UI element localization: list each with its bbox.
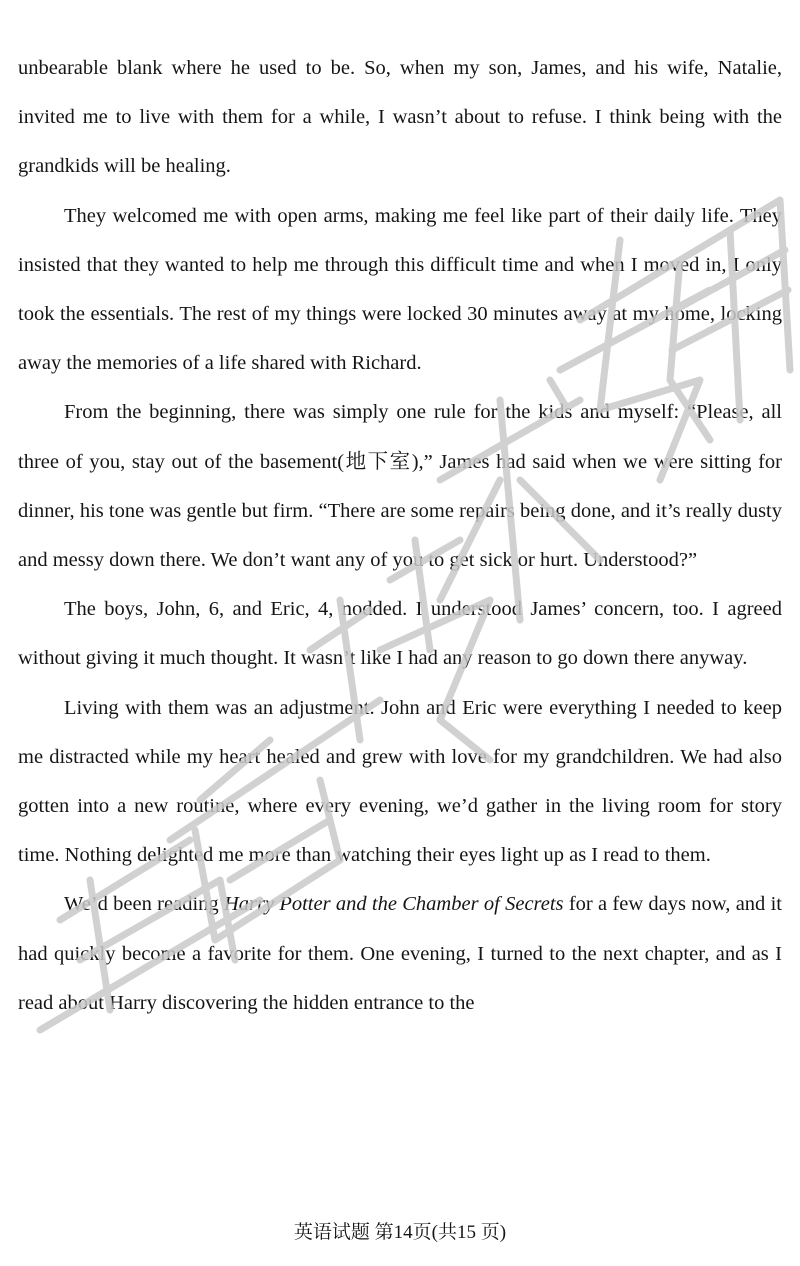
book-title: Harry Potter and the Chamber of Secrets [223, 893, 564, 916]
paragraph: They welcomed me with open arms, making me feel like part of their daily life. They insisted that they wanted to help me through this difficult time and when I moved in, I only took the essentials. The rest of my things were locked 30 minutes away at my home, locking away the memories of a life shared with Richard. [18, 204, 782, 375]
document-body [18, 44, 782, 1028]
paragraph: The boys, John, 6, and Eric, 4, nodded. I understood James’ concern, too. I agreed without giving it much thought. It wasn’t like I had any reason to go down there anyway. [18, 598, 782, 670]
text-run: We’d been reading [64, 893, 224, 916]
page-footer: 英语试题 第14页(共15 页) [293, 1222, 507, 1243]
paragraph: Living with them was an adjustment. John and Eric were everything I needed to keep me distracted while my heart healed and grew with love for my grandchildren. We had also gotten into a new routine, where every evening, we’d gather in the living room for story time. Nothing delighted me more than watching their eyes light up as I read to them. [18, 696, 782, 867]
paragraph-last [18, 880, 782, 1028]
paragraph: unbearable blank where he used to be. So, when my son, James, and his wife, Natalie, invited me to live with them for a while, I wasn’t about to refuse. I think being with the grandkids will be healing. [18, 57, 782, 178]
text-run: for a few days now, and it had quickly become a favorite for them. One evening, I turned to the next chapter, and as I read about Harry discovering the hidden entrance to the [18, 893, 782, 1014]
paragraph: From the beginning, there was simply one rule for the kids and myself: “Please, all three of you, stay out of the basement(地下室),” James had said when we were sitting for dinner, his tone was gentle but firm. “There are some repairs being done, and it’s really dusty and messy down there. We don’t want any of you to get sick or hurt. Understood?” [18, 401, 782, 572]
